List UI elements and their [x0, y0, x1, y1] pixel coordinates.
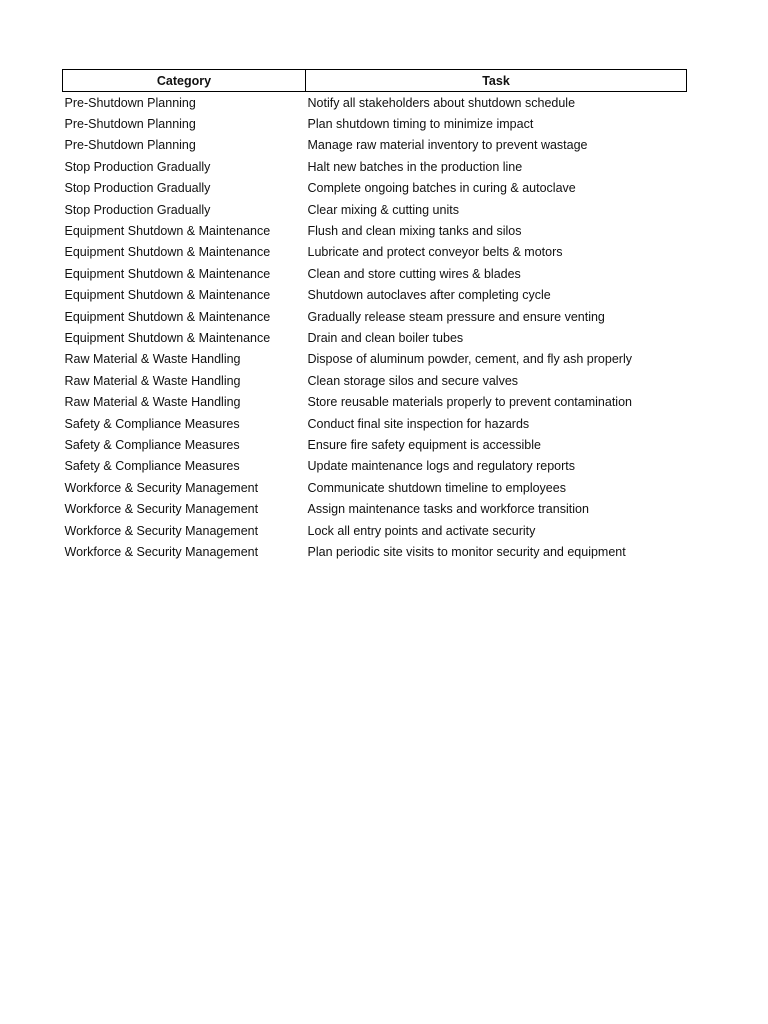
table-row — [63, 520, 687, 541]
table-row — [63, 477, 687, 498]
cell-category: Workforce & Security Management — [64, 544, 259, 559]
table-row — [63, 327, 687, 348]
table-row — [63, 541, 687, 562]
table-body — [63, 92, 687, 563]
cell-category: Workforce & Security Management — [64, 480, 259, 495]
table-row — [63, 220, 687, 241]
cell-category: Raw Material & Waste Handling — [64, 373, 241, 388]
table-row — [63, 242, 687, 263]
table-row — [63, 456, 687, 477]
cell-task: Drain and clean boiler tubes — [307, 330, 464, 345]
cell-task: Complete ongoing batches in curing & autoclave — [307, 181, 576, 196]
cell-task: Store reusable materials properly to prevent contamination — [307, 395, 632, 410]
shutdown-task-table — [62, 69, 687, 563]
cell-task: Assign maintenance tasks and workforce transition — [307, 502, 589, 517]
table-row — [63, 285, 687, 306]
spreadsheet-page — [62, 69, 686, 563]
cell-task: Plan periodic site visits to monitor security and equipment — [307, 544, 626, 559]
cell-category: Pre-Shutdown Planning — [64, 138, 196, 153]
column-header-task: Task — [306, 70, 687, 92]
table-row — [63, 498, 687, 519]
cell-category: Safety & Compliance Measures — [64, 459, 240, 474]
cell-category: Stop Production Gradually — [64, 181, 211, 196]
cell-category: Pre-Shutdown Planning — [64, 117, 196, 132]
cell-task: Lubricate and protect conveyor belts & motors — [307, 245, 563, 260]
cell-category: Safety & Compliance Measures — [64, 416, 240, 431]
table-row — [63, 113, 687, 134]
cell-category: Pre-Shutdown Planning — [64, 95, 196, 110]
table-row — [63, 263, 687, 284]
table-row — [63, 306, 687, 327]
table-header — [63, 70, 687, 92]
cell-category: Equipment Shutdown & Maintenance — [64, 245, 271, 260]
cell-category: Raw Material & Waste Handling — [64, 395, 241, 410]
cell-task: Communicate shutdown timeline to employees — [307, 480, 566, 495]
cell-task: Notify all stakeholders about shutdown schedule — [307, 95, 576, 110]
cell-category: Equipment Shutdown & Maintenance — [64, 309, 271, 324]
table-row — [63, 156, 687, 177]
table-row — [63, 413, 687, 434]
cell-task: Halt new batches in the production line — [307, 159, 523, 174]
cell-category: Equipment Shutdown & Maintenance — [64, 288, 271, 303]
cell-task: Flush and clean mixing tanks and silos — [307, 224, 522, 239]
cell-task: Update maintenance logs and regulatory reports — [307, 459, 576, 474]
table-row — [63, 92, 687, 114]
cell-category: Workforce & Security Management — [64, 523, 259, 538]
table-row — [63, 434, 687, 455]
cell-task: Clean storage silos and secure valves — [307, 373, 519, 388]
cell-category: Safety & Compliance Measures — [64, 437, 240, 452]
cell-task: Conduct final site inspection for hazards — [307, 416, 530, 431]
cell-task: Lock all entry points and activate security — [307, 523, 536, 538]
table-row — [63, 349, 687, 370]
table-row — [63, 370, 687, 391]
cell-category: Raw Material & Waste Handling — [64, 352, 241, 367]
table-row — [63, 178, 687, 199]
header-row — [63, 70, 687, 92]
table-row — [63, 199, 687, 220]
cell-task: Plan shutdown timing to minimize impact — [307, 117, 534, 132]
cell-task: Ensure fire safety equipment is accessible — [307, 437, 541, 452]
cell-category: Equipment Shutdown & Maintenance — [64, 224, 271, 239]
cell-category: Equipment Shutdown & Maintenance — [64, 266, 271, 281]
cell-category: Stop Production Gradually — [64, 159, 211, 174]
cell-category: Equipment Shutdown & Maintenance — [64, 330, 271, 345]
cell-category: Stop Production Gradually — [64, 202, 211, 217]
column-header-category: Category — [63, 70, 306, 92]
cell-task: Gradually release steam pressure and ensure venting — [307, 309, 605, 324]
cell-category: Workforce & Security Management — [64, 502, 259, 517]
cell-task: Clean and store cutting wires & blades — [307, 266, 521, 281]
cell-task: Manage raw material inventory to prevent wastage — [307, 138, 588, 153]
cell-task: Dispose of aluminum powder, cement, and fly ash properly — [307, 352, 632, 367]
cell-task: Shutdown autoclaves after completing cycle — [307, 288, 551, 303]
cell-task: Clear mixing & cutting units — [307, 202, 459, 217]
table-row — [63, 135, 687, 156]
table-row — [63, 391, 687, 412]
